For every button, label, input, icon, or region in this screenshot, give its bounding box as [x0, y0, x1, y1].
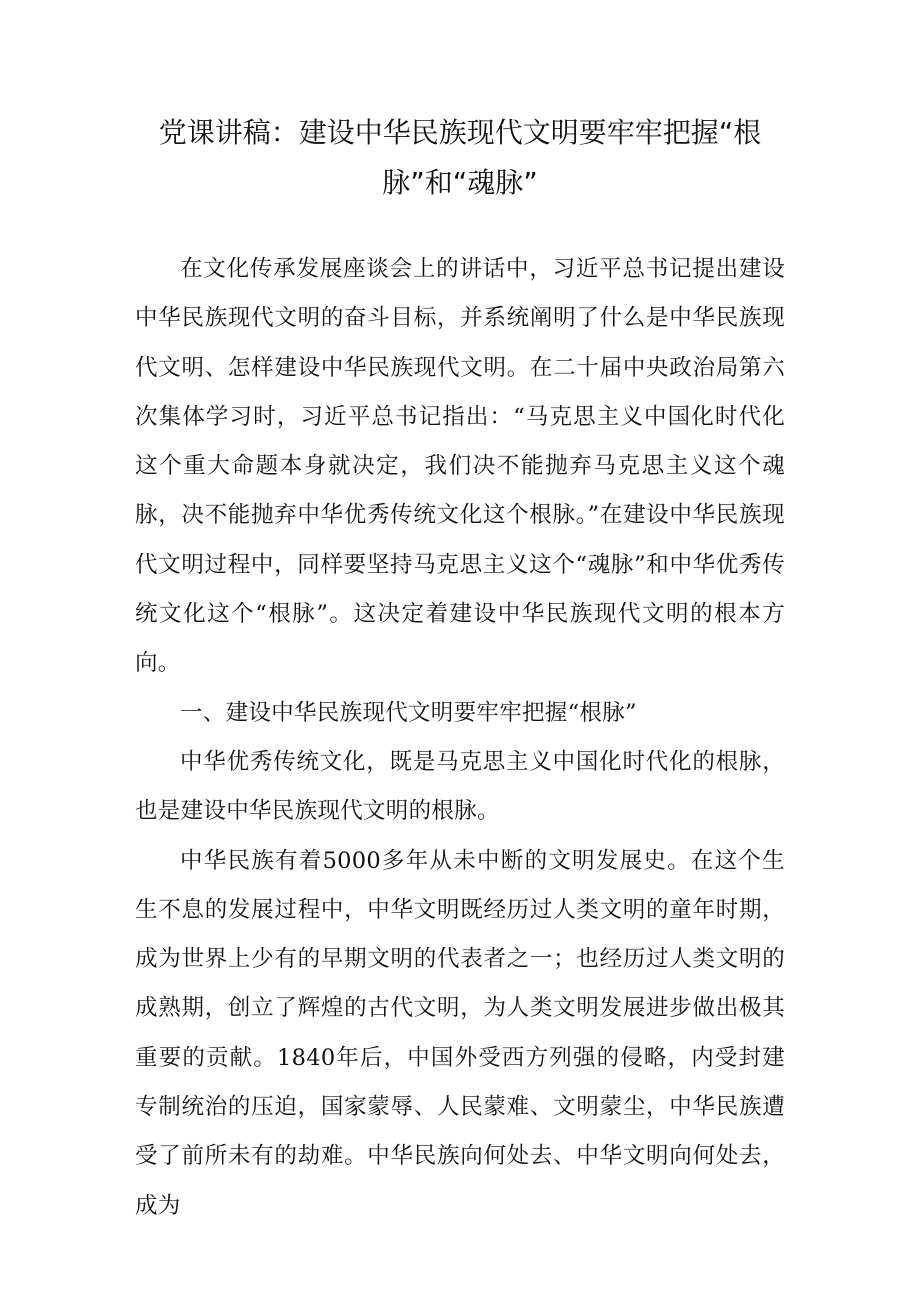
document-title: 党课讲稿：建设中华民族现代文明要牢牢把握“根脉”和“魂脉”	[158, 116, 762, 199]
paragraph-root: 中华优秀传统文化，既是马克思主义中国化时代化的根脉，也是建设中华民族现代文明的根脉。	[135, 748, 785, 825]
paragraph-history: 中华民族有着5000多年从未中断的文明发展史。在这个生生不息的发展过程中，中华文明既经历过人类文明的童年时期，成为世界上少有的早期文明的代表者之一；也经历过人类文明的成熟期，创立了辉煌的古代文明，为人类文明发展进步做出极其重要的贡献。1840年后，中国外受西方列强的侵略，内受封建专制统治的压迫，国家蒙辱、人民蒙难、文明蒙尘，中华民族遭受了前所未有的劫难。中华民族向何处去、中华文明向何处去，成为	[135, 847, 785, 1219]
document-body	[135, 245, 785, 1231]
section-heading-1: 一、建设中华民族现代文明要牢牢把握“根脉”	[180, 699, 637, 726]
paragraph-intro: 在文化传承发展座谈会上的讲话中，习近平总书记提出建设中华民族现代文明的奋斗目标，并系统阐明了什么是中华民族现代文明、怎样建设中华民族现代文明。在二十届中央政治局第六次集体学习时，习近平总书记指出：“马克思主义中国化时代化这个重大命题本身就决定，我们决不能抛弃马克思主义这个魂脉，决不能抛弃中华优秀传统文化这个根脉。”在建设中华民族现代文明过程中，同样要坚持马克思主义这个“魂脉”和中华优秀传统文化这个“根脉”。这决定着建设中华民族现代文明的根本方向。	[135, 256, 785, 677]
